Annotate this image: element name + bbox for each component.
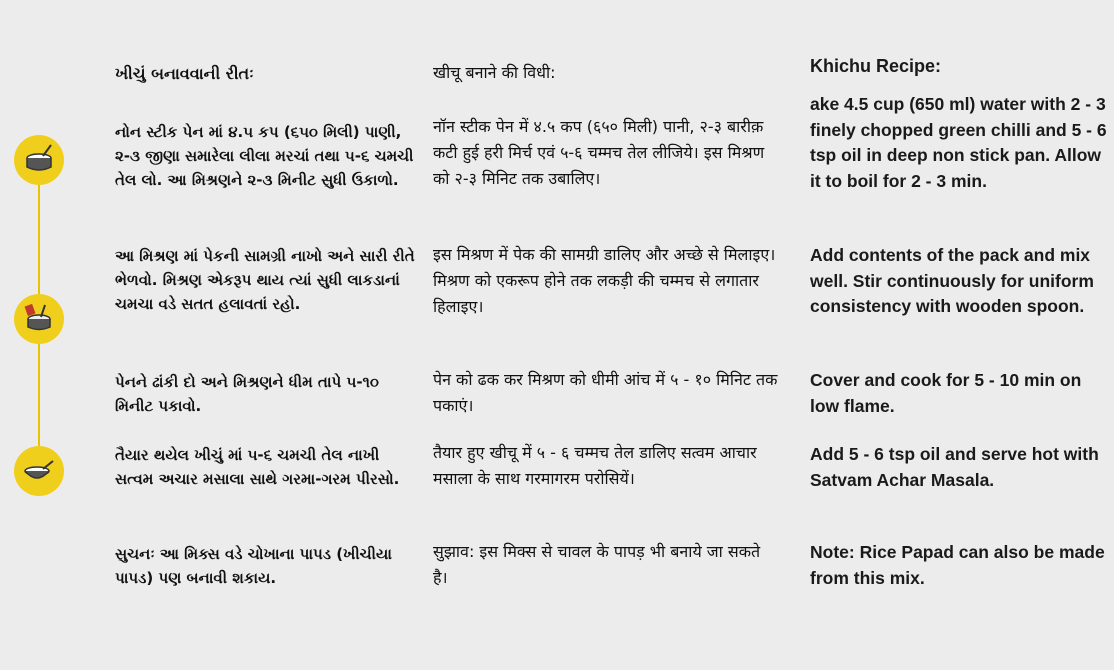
serving-bowl-icon — [14, 446, 64, 496]
hindi-step-1: नॉन स्टीक पेन में ४.५ कप (६५० मिली) पानी, २-३ बारीक़ कटी हुई हरी मिर्च एवं ५-६ चम्मच तेल लीजिये। इस मिश्रण को २-३ मिनिट तक उबालिए। — [433, 117, 765, 188]
stirring-pot-icon — [14, 294, 64, 344]
english-step-4: Add 5 - 6 tsp oil and serve hot with Satvam Achar Masala. — [810, 444, 1099, 490]
english-step-3: Cover and cook for 5 - 10 min on low flame. — [810, 370, 1082, 416]
gujarati-step-1: નોન સ્ટીક પેન માં ૪.૫ કપ (૬૫૦ મિલી) પાણી, ૨-૩ જીણા સમારેલા લીલા મરચાં તથા ૫-૬ ચમચી તેલ લો. આ મિશ્રણને ૨-૩ મિનીટ સુધી ઉકાળો. — [115, 123, 414, 189]
hindi-step-3: पेन को ढक कर मिश्रण को धीमी आंच में ५ - १० मिनिट तक पकाएं। — [433, 370, 778, 415]
gujarati-step-2: આ મિશ્રણ માં પેકની સામગ્રી નાખો અને સારી રીતે ભેળવો. મિશ્રણ એકરૂપ થાય ત્યાં સુધી લાકડાનાં ચમચા વડે સતત હલાવતાં રહો. — [115, 247, 415, 313]
hindi-note: सुझाव: इस मिक्स से चावल के पापड़ भी बनाये जा सकते है। — [433, 542, 761, 587]
boiling-pot-icon — [14, 135, 64, 185]
gujarati-note: સુચનઃ આ મિક્સ વડે ચોખાના પાપડ (ખીચીયા પાપડ) પણ બનાવી શકાય. — [115, 545, 392, 587]
english-step-2: Add contents of the pack and mix well. Stir continuously for uniform consistency with wooden spoon. — [810, 245, 1094, 316]
hindi-title: खीचू बनाने की विधी: — [433, 63, 556, 82]
hindi-step-4: तैयार हुए खीचू में ५ - ६ चम्मच तेल डालिए सत्वम आचार मसाला के साथ गरमागरम परोसियें। — [433, 443, 757, 488]
gujarati-step-4: તૈયાર થયેલ ખીચું માં ૫-૬ ચમચી તેલ નાખી સત્વમ અચાર મસાલા સાથે ગરમા-ગરમ પીરસો. — [115, 446, 400, 488]
gujarati-step-3: પેનને ઢાંકી દો અને મિશ્રણને ધીમ તાપે ૫-૧૦ મિનીટ પકાવો. — [115, 373, 379, 415]
english-note: Note: Rice Papad can also be made from this mix. — [810, 542, 1105, 588]
english-title: Khichu Recipe: — [810, 56, 942, 76]
hindi-step-2: इस मिश्रण में पेक की सामग्री डालिए और अच्छे से मिलाइए। मिश्रण को एकरूप होने तक लकड़ी की चम्मच से लगातार हिलाइए। — [433, 245, 776, 316]
gujarati-title: ખીચું બનાવવાની રીતઃ — [115, 64, 254, 83]
english-step-1: ake 4.5 cup (650 ml) water with 2 - 3 finely chopped green chilli and 5 - 6 tsp oil in deep non stick pan. Allow it to boil for 2 - 3 min. — [810, 94, 1107, 191]
